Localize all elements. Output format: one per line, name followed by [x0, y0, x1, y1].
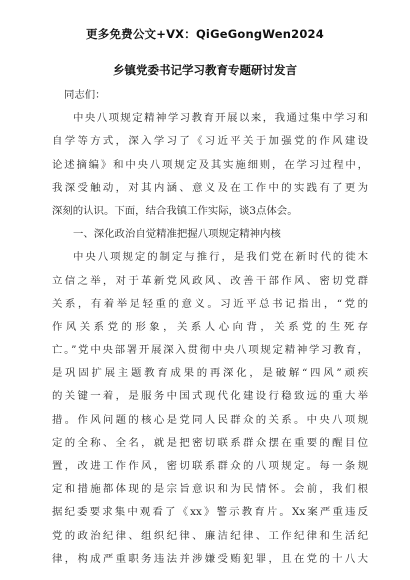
paragraph-line: 的关键一着，是服务中国式现代化建设行稳致远的重大举 — [52, 390, 368, 403]
paragraph-line: 作风关系党的形象，关系人心向背，关系党的生死存 — [52, 320, 368, 333]
paragraph-line: 中央八项规定精神学习教育开展以来，我通过集中学习和 — [73, 112, 368, 125]
paragraph-line: 关系，有着举足轻重的意义。习近平总书记指出，“党的 — [52, 297, 368, 310]
document-body — [52, 84, 368, 571]
promo-banner: 更多免费公文+VX：QiGeGongWen2024 — [86, 27, 324, 41]
paragraph-line: 据纪委要求集中观看了《xx》警示教育片。Xx案严重违反 — [52, 506, 368, 519]
paragraph-line: 自学等方式，深入学习了《习近平关于加强党的作风建设 — [52, 135, 368, 148]
salutation-line: 同志们： — [64, 89, 106, 101]
section-heading: 一、深化政治自觉精准把握八项规定精神内核 — [73, 228, 281, 241]
paragraph-line: 亡。”党中央部署开展深入贯彻中央八项规定精神学习教育， — [52, 344, 368, 357]
paragraph-line: 措。作风问题的核心是党同人民群众的关系。中央八项规 — [52, 413, 368, 426]
paragraph-line: 论述摘编》和中央八项规定及其实施细则，在学习过程中， — [52, 158, 368, 171]
paragraph-line: 中央八项规定的制定与推行，是我们党在新时代的徙木 — [73, 251, 368, 264]
paragraph-line: 律，构成严重职务违法并涉嫌受贿犯罪，且在党的十八大 — [52, 552, 368, 565]
paragraph-line: 深刻的认识。下面，结合我镇工作实际，谈3点体会。 — [52, 204, 298, 217]
paragraph-line: 定的全称、全名，就是把密切联系群众摆在重要的醒目位 — [52, 436, 368, 449]
paragraph-line: 立信之举，对于革新党风政风、改善干部作风、密切党群 — [52, 274, 368, 287]
paragraph-line: 党的政治纪律、组织纪律、廉洁纪律、工作纪律和生活纪 — [52, 529, 368, 542]
paragraph-line: 置，改进工作作风，密切联系群众的八项规定。每一条规 — [52, 460, 368, 472]
paragraph-line: 是巩固扩展主题教育成果的再深化，是破解“四风”顽疾 — [52, 367, 368, 380]
document-title: 乡镇党委书记学习教育专题研讨发言 — [113, 63, 297, 77]
paragraph-line: 定和措施都体现的是宗旨意识和为民情怀。会前，我们根 — [52, 483, 368, 496]
paragraph-line: 我深受触动，对其内涵、意义及在工作中的实践有了更为 — [52, 181, 368, 194]
